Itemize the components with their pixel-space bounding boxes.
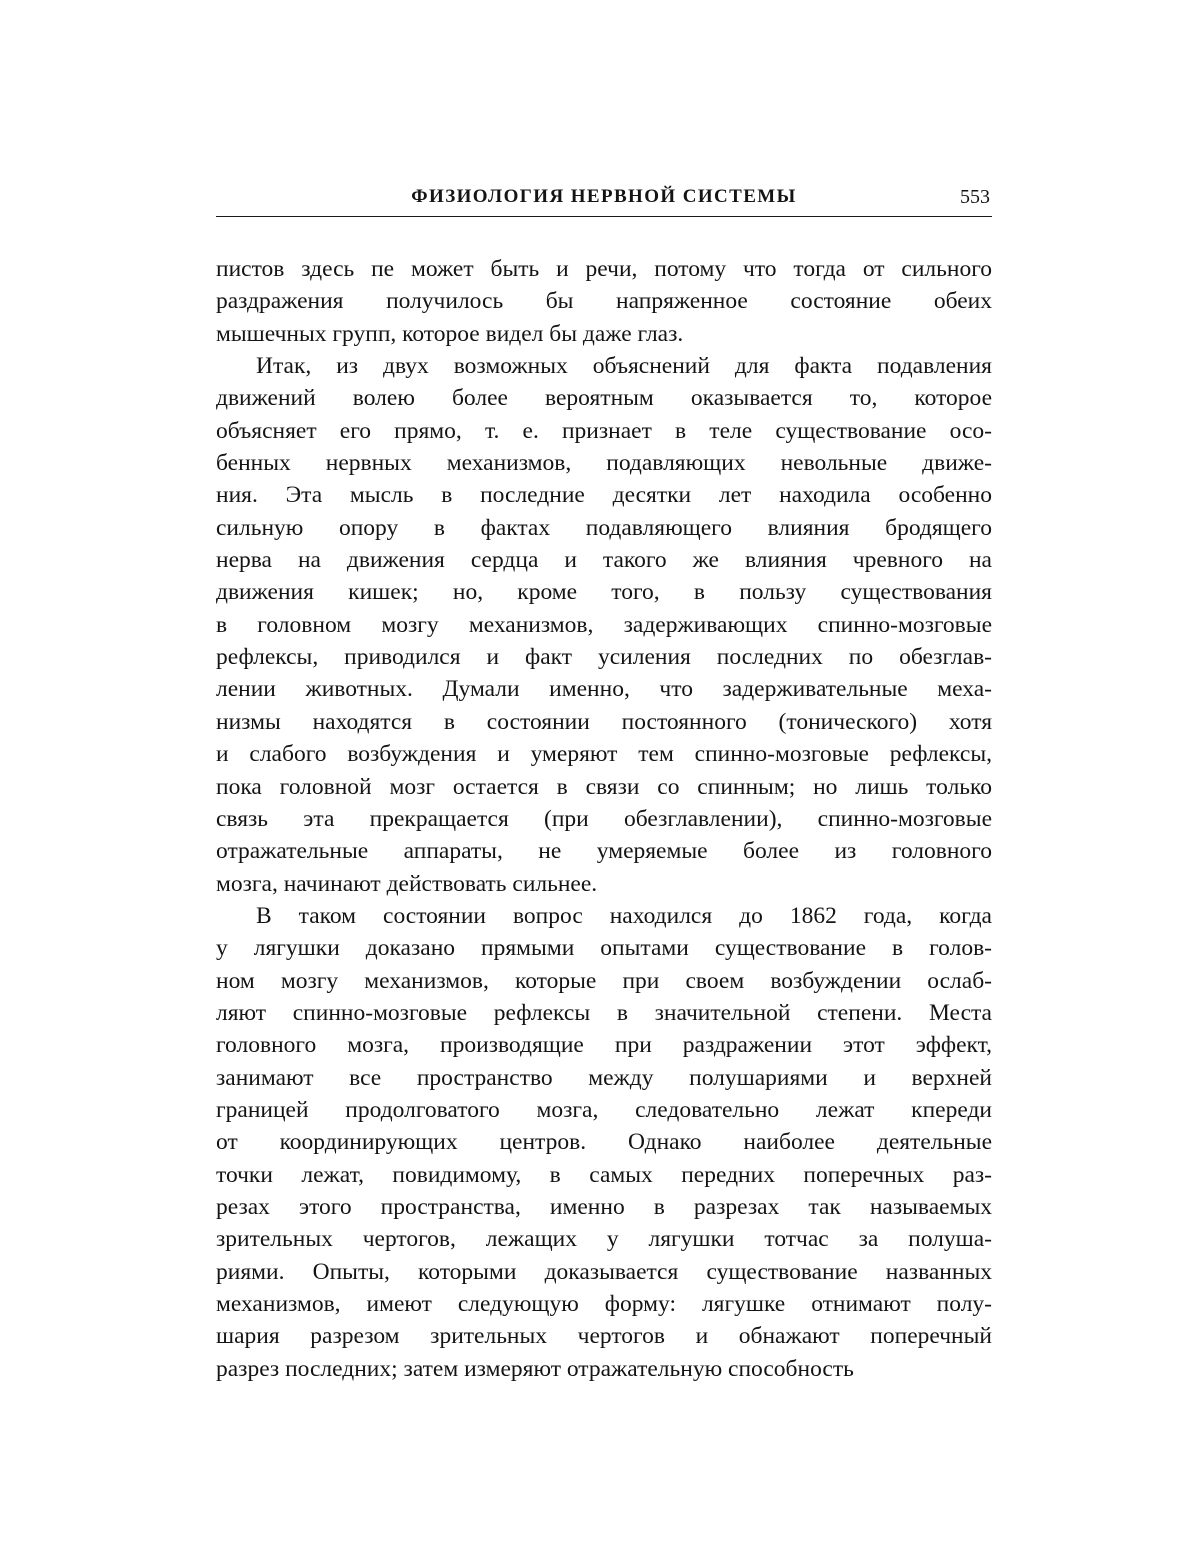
text-line: мышечных групп, которое видел бы даже глаз. <box>216 320 684 347</box>
text-line: раздражения получилось бы напряженное состояние обеих <box>216 288 992 315</box>
paragraph <box>216 900 992 1385</box>
text-line: механизмов, имеют следующую форму: лягушке отнимают полу- <box>216 1291 992 1317</box>
text-line: пока головной мозг остается в связи со спинным; но лишь только <box>216 773 992 800</box>
text-line: занимают все пространство между полушариями и верхней <box>216 1064 992 1091</box>
text-line: низмы находятся в состоянии постоянного (тонического) хотя <box>216 708 992 735</box>
text-line: рефлексы, приводился и факт усиления последних по обезглав- <box>216 644 992 671</box>
text-line: нерва на движения сердца и такого же влияния чревного на <box>216 547 992 574</box>
text-line: резах этого пространства, именно в разрезах так называемых <box>216 1193 992 1220</box>
text-line: сильную опору в фактах подавляющего влияния бродящего <box>216 514 992 541</box>
page-number: 553 <box>960 186 990 208</box>
text-line: бенных нервных механизмов, подавляющих невольные движе- <box>216 450 992 477</box>
text-line: разрез последних; затем измеряют отражательную способность <box>216 1355 854 1382</box>
text-line: ном мозгу механизмов, которые при своем возбуждении ослаб- <box>216 967 992 994</box>
text-line: отражательные аппараты, не умеряемые более из головного <box>216 838 992 865</box>
text-line: головного мозга, производящие при раздражении этот эффект, <box>216 1032 992 1059</box>
text-line: у лягушки доказано прямыми опытами существование в голов- <box>216 935 992 962</box>
text-line: связь эта прекращается (при обезглавлении), спинно-мозговые <box>216 805 992 832</box>
text-line: риями. Опыты, которыми доказывается существование названных <box>216 1258 992 1285</box>
text-line: объясняет его прямо, т. е. признает в теле существование осо- <box>216 417 992 444</box>
paragraph <box>216 350 992 900</box>
paragraph <box>216 253 992 350</box>
text-line: в головном мозгу механизмов, задерживающих спинно-мозговые <box>216 611 992 638</box>
text-line: мозга, начинают действовать сильнее. <box>216 870 598 897</box>
text-line: ния. Эта мысль в последние десятки лет находила особенно <box>216 482 992 509</box>
running-head <box>216 184 992 210</box>
body-text <box>216 253 992 1385</box>
text-line: ляют спинно-мозговые рефлексы в значительной степени. Места <box>216 999 992 1026</box>
text-line: пистов здесь пе может быть и речи, потому что тогда от сильного <box>216 256 992 282</box>
text-line: лении животных. Думали именно, что задерживательные меха- <box>216 676 992 703</box>
text-line: движения кишек; но, кроме того, в пользу существования <box>216 579 992 606</box>
text-line: движений волею более вероятным оказывается то, которое <box>216 385 992 412</box>
text-line: и слабого возбуждения и умеряют тем спинно-мозговые рефлексы, <box>216 741 992 768</box>
text-line: границей продолговатого мозга, следовательно лежат кпереди <box>216 1096 992 1123</box>
text-line: шария разрезом зрительных чертогов и обнажают поперечный <box>216 1323 992 1350</box>
text-line: В таком состоянии вопрос находился до 1862 года, когда <box>256 902 992 929</box>
text-line: Итак, из двух возможных объяснений для факта подавления <box>256 353 992 380</box>
running-title: ФИЗИОЛОГИЯ НЕРВНОЙ СИСТЕМЫ <box>411 186 797 207</box>
text-line: зрительных чертогов, лежащих у лягушки тотчас за полуша- <box>216 1226 992 1253</box>
text-line: точки лежат, повидимому, в самых передних поперечных раз- <box>216 1161 992 1188</box>
header-rule <box>216 216 992 217</box>
text-line: от координирующих центров. Однако наиболее деятельные <box>216 1129 992 1156</box>
